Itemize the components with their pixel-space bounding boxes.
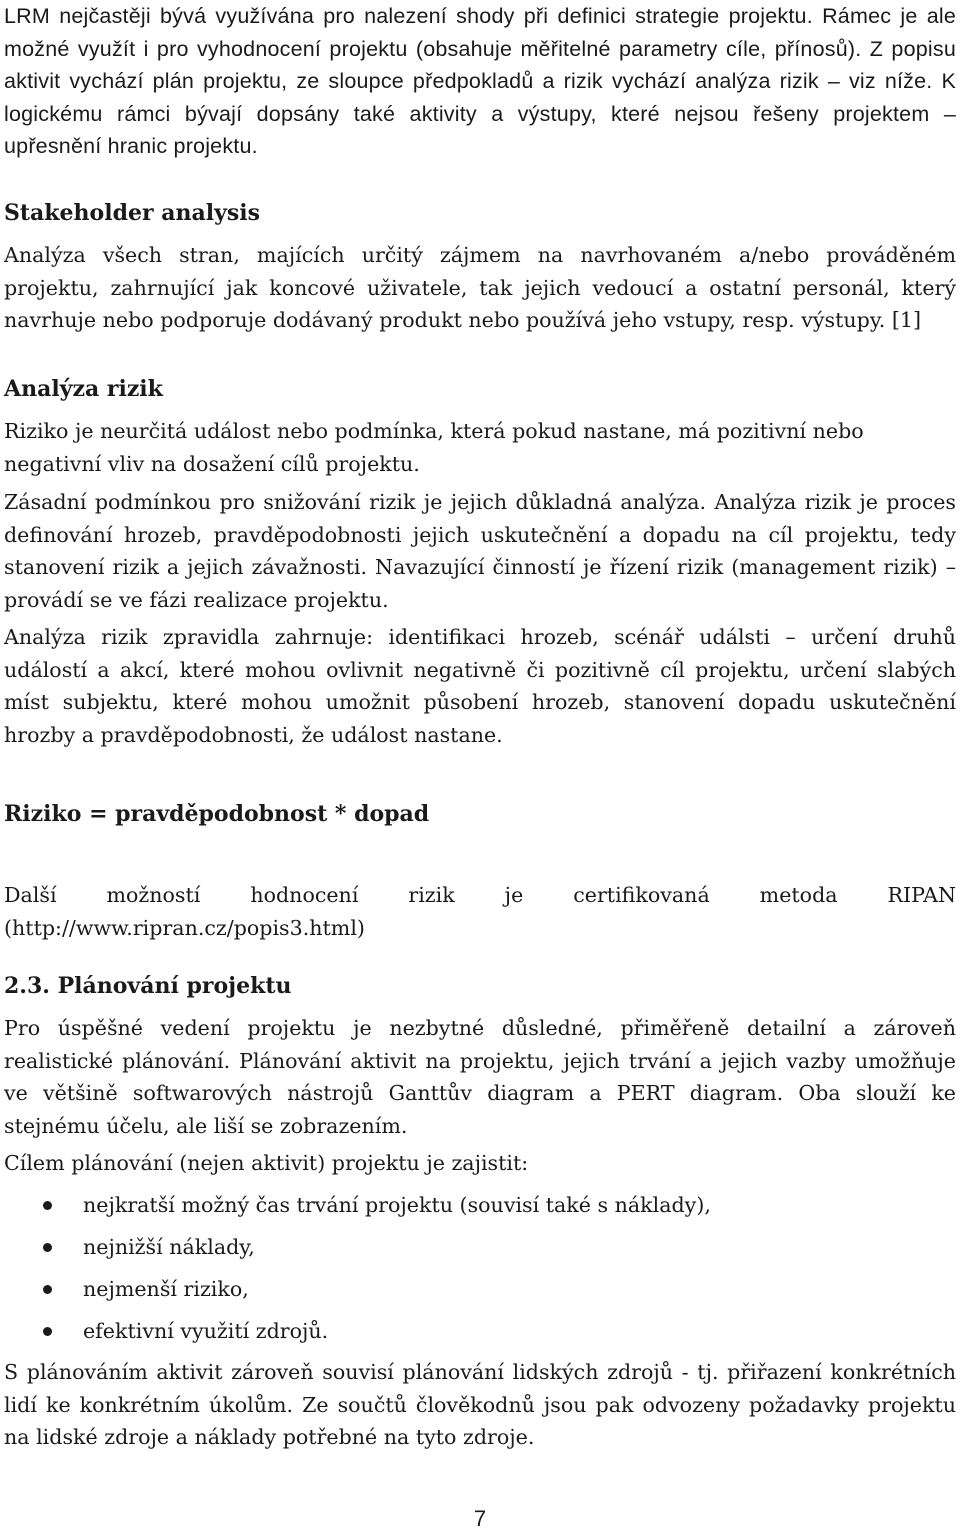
- stakeholder-paragraph: Analýza všech stran, majících určitý zájmem na navrhovaném a/nebo prováděném projektu, zahrnující jak koncové uživatele, tak jejich vedoucí a ostatní personál, který navrhuje nebo podporuje dodávaný produkt nebo používá jeho vstupy, resp. výstupy. [1]: [4, 243, 956, 332]
- planning-bullet-list: [4, 1184, 956, 1352]
- list-item: [4, 1184, 956, 1226]
- list-item-text: nejnižší náklady,: [83, 1235, 255, 1259]
- list-item-text: efektivní využití zdrojů.: [83, 1319, 329, 1343]
- list-item: [4, 1310, 956, 1352]
- list-item: [4, 1268, 956, 1310]
- planning-paragraph-1: Pro úspěšné vedení projektu je nezbytné důsledné, přiměřeně detailní a zároveň realistické plánování. Plánování aktivit na projektu, jejich trvání a jejich vazby umožňuje ve většině softwarových nástrojů Ganttův diagram a PERT diagram. Oba slouží ke stejnému účelu, ale liší se zobrazením.: [4, 1016, 956, 1138]
- risk-paragraph-1: Riziko je neurčitá událost nebo podmínka, která pokud nastane, má pozitivní nebo negativní vliv na dosažení cílů projektu.: [4, 419, 864, 476]
- bullet-icon: [43, 1327, 52, 1336]
- list-item: [4, 1226, 956, 1268]
- bullet-icon: [43, 1243, 52, 1252]
- ripan-paragraph: Další možností hodnocení rizik je certifikovaná metoda RIPAN (http://www.ripran.cz/popis3.html): [4, 883, 956, 940]
- bullet-icon: [43, 1201, 52, 1210]
- stakeholder-heading: Stakeholder analysis: [4, 200, 260, 226]
- risk-formula: Riziko = pravděpodobnost * dopad: [4, 801, 430, 827]
- risk-heading: Analýza rizik: [4, 376, 163, 402]
- planning-paragraph-2: Cílem plánování (nejen aktivit) projektu je zajistit:: [4, 1151, 529, 1175]
- risk-paragraph-2: Zásadní podmínkou pro snižování rizik je jejich důkladná analýza. Analýza rizik je proces definování hrozeb, pravděpodobnosti jejich uskutečnění a dopadu na cíl projektu, tedy stanovení rizik a jejich závažnosti. Navazující činností je řízení rizik (management rizik) – provádí se ve fázi realizace projektu.: [4, 490, 956, 612]
- page-number: 7: [473, 1506, 487, 1531]
- risk-paragraph-3: Analýza rizik zpravidla zahrnuje: identifikaci hrozeb, scénář událsti – určení druhů událostí a akcí, které mohou ovlivnit negativně či pozitivně cíl projektu, určení slabých míst subjektu, které mohou umožnit působení hrozeb, stanovení dopadu uskutečnění hrozby a pravděpodobnosti, že událost nastane.: [4, 625, 956, 747]
- bullet-icon: [43, 1285, 52, 1294]
- planning-paragraph-3: S plánováním aktivit zároveň souvisí plánování lidských zdrojů - tj. přiřazení konkrétních lidí ke konkrétním úkolům. Ze součtů člověkodnů jsou pak odvozeny požadavky projektu na lidské zdroje a náklady potřebné na tyto zdroje.: [4, 1360, 956, 1449]
- planning-heading: 2.3. Plánování projektu: [4, 973, 292, 999]
- list-item-text: nejmenší riziko,: [83, 1277, 249, 1301]
- list-item-text: nejkratší možný čas trvání projektu (souvisí také s náklady),: [83, 1193, 711, 1217]
- lrm-paragraph: LRM nejčastěji bývá využívána pro nalezení shody při definici strategie projektu. Rámec je ale možné využít i pro vyhodnocení projektu (obsahuje měřitelné parametry cíle, přínosů). Z popisu aktivit vychází plán projektu, ze sloupce předpokladů a rizik vychází analýza rizik – viz níže. K logickému rámci bývají dopsány také aktivity a výstupy, které nejsou řešeny projektem – upřesnění hranic projektu.: [4, 4, 956, 158]
